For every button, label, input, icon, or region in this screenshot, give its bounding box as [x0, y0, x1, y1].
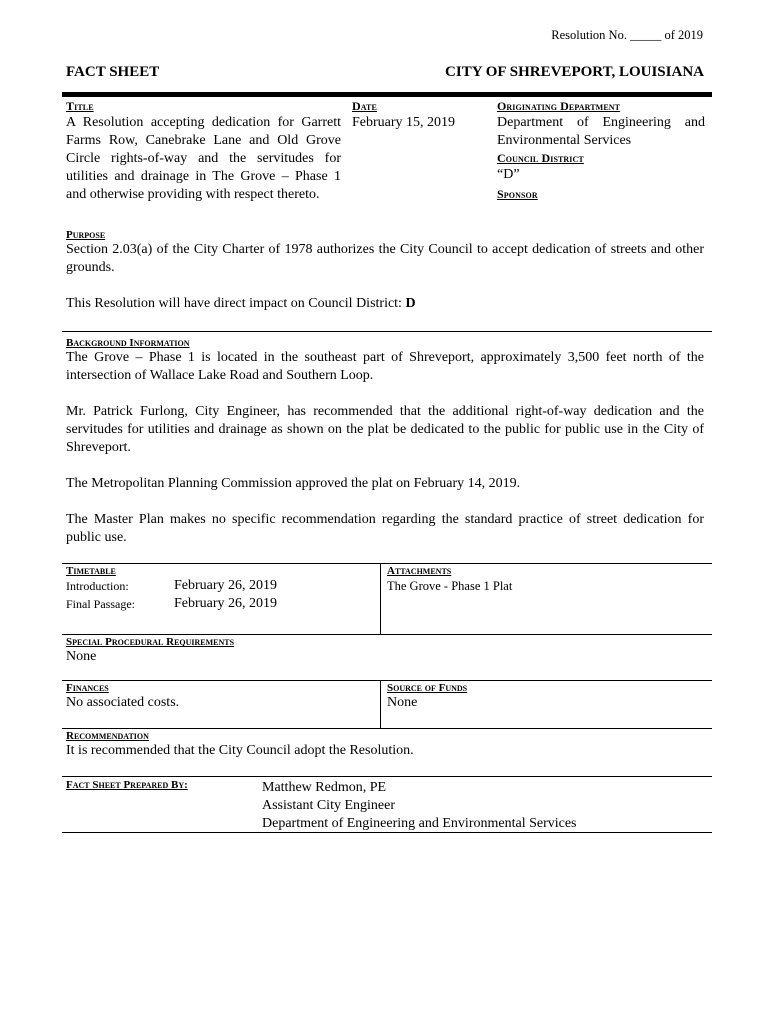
finances-value: No associated costs.	[66, 695, 180, 710]
timetable-final-passage-row	[66, 595, 376, 613]
council-district-value: “D”	[497, 167, 520, 182]
originating-department-label: Originating Department	[497, 99, 621, 113]
department-section	[497, 99, 705, 202]
header-divider	[62, 92, 712, 97]
preparer-name: Matthew Redmon, PE	[262, 780, 387, 795]
prepared-by-label: Fact Sheet Prepared By:	[66, 779, 188, 791]
city-heading: CITY OF SHREVEPORT, LOUISIANA	[445, 64, 704, 80]
purpose-section	[66, 229, 704, 331]
divider-special	[62, 680, 712, 681]
divider-purpose	[62, 331, 712, 332]
background-paragraph: The Metropolitan Planning Commission approved the plat on February 14, 2019.	[66, 476, 521, 491]
title-text: A Resolution accepting dedication for Garrett Farms Row, Canebrake Lane and Old Grove Circle rights-of-way and the servitudes for utilities and drainage in The Grove – Phase 1 and otherwise providing with respect thereto.	[66, 115, 341, 202]
background-paragraph: The Master Plan makes no specific recommendation regarding the standard practice of street dedication for public use.	[66, 512, 704, 545]
timetable-introduction-row	[66, 577, 376, 595]
prepared-by-details	[262, 779, 702, 833]
introduction-date: February 26, 2019	[174, 578, 278, 593]
special-procedural-value: None	[66, 649, 97, 664]
background-section	[66, 337, 704, 565]
timetable-label: Timetable	[66, 565, 116, 577]
preparer-role: Assistant City Engineer	[262, 798, 395, 813]
impact-district: D	[405, 296, 416, 311]
purpose-label: Purpose	[66, 229, 106, 241]
sponsor-label: Sponsor	[497, 187, 538, 201]
background-paragraph: Mr. Patrick Furlong, City Engineer, has recommended that the additional right-of-way dedication and the servitudes for utilities and drainage as shown on the plat be dedicated to the public for public use in the City of Shreveport.	[66, 404, 704, 455]
final-passage-date: February 26, 2019	[174, 596, 278, 611]
impact-statement	[66, 295, 704, 313]
background-label: Background Information	[66, 337, 190, 349]
source-of-funds-value: None	[387, 695, 418, 710]
finances-vertical-divider	[380, 680, 381, 728]
divider-finances	[62, 728, 712, 729]
recommendation-value: It is recommended that the City Council adopt the Resolution.	[66, 743, 414, 758]
background-paragraph: The Grove – Phase 1 is located in the southeast part of Shreveport, approximately 3,500 feet north of the intersection of Wallace Lake Road and Southern Loop.	[66, 350, 704, 383]
title-label: Title	[66, 99, 94, 113]
date-label: Date	[352, 99, 377, 113]
final-passage-label: Final Passage:	[66, 597, 135, 611]
finances-section	[66, 682, 376, 712]
source-of-funds-section	[387, 682, 707, 712]
resolution-number: Resolution No. _____ of 2019	[551, 28, 703, 42]
divider-recommendation	[62, 776, 712, 777]
divider-background	[62, 563, 712, 564]
preparer-department: Department of Engineering and Environmental Services	[262, 816, 577, 831]
divider-timetable	[62, 634, 712, 635]
source-of-funds-label: Source of Funds	[387, 682, 468, 694]
timetable-section	[66, 565, 376, 613]
introduction-label: Introduction:	[66, 579, 129, 593]
finances-label: Finances	[66, 682, 109, 694]
fact-sheet-heading: FACT SHEET	[66, 64, 160, 80]
title-section	[66, 99, 341, 204]
originating-department-value: Department of Engineering and Environmental Services	[497, 115, 705, 148]
attachments-section	[387, 565, 707, 595]
recommendation-label: Recommendation	[66, 730, 149, 742]
council-district-label: Council District	[497, 151, 584, 165]
special-procedural-section	[66, 636, 704, 666]
attachments-label: Attachments	[387, 565, 452, 577]
date-section	[352, 99, 482, 132]
timetable-vertical-divider	[380, 563, 381, 634]
attachments-value: The Grove - Phase 1 Plat	[387, 579, 513, 593]
divider-bottom	[62, 832, 712, 833]
date-value: February 15, 2019	[352, 115, 456, 130]
special-procedural-label: Special Procedural Requirements	[66, 636, 235, 648]
impact-prefix: This Resolution will have direct impact on Council District:	[66, 296, 406, 311]
recommendation-section	[66, 730, 704, 760]
purpose-text: Section 2.03(a) of the City Charter of 1978 authorizes the City Council to accept dedication of streets and other grounds.	[66, 242, 704, 275]
